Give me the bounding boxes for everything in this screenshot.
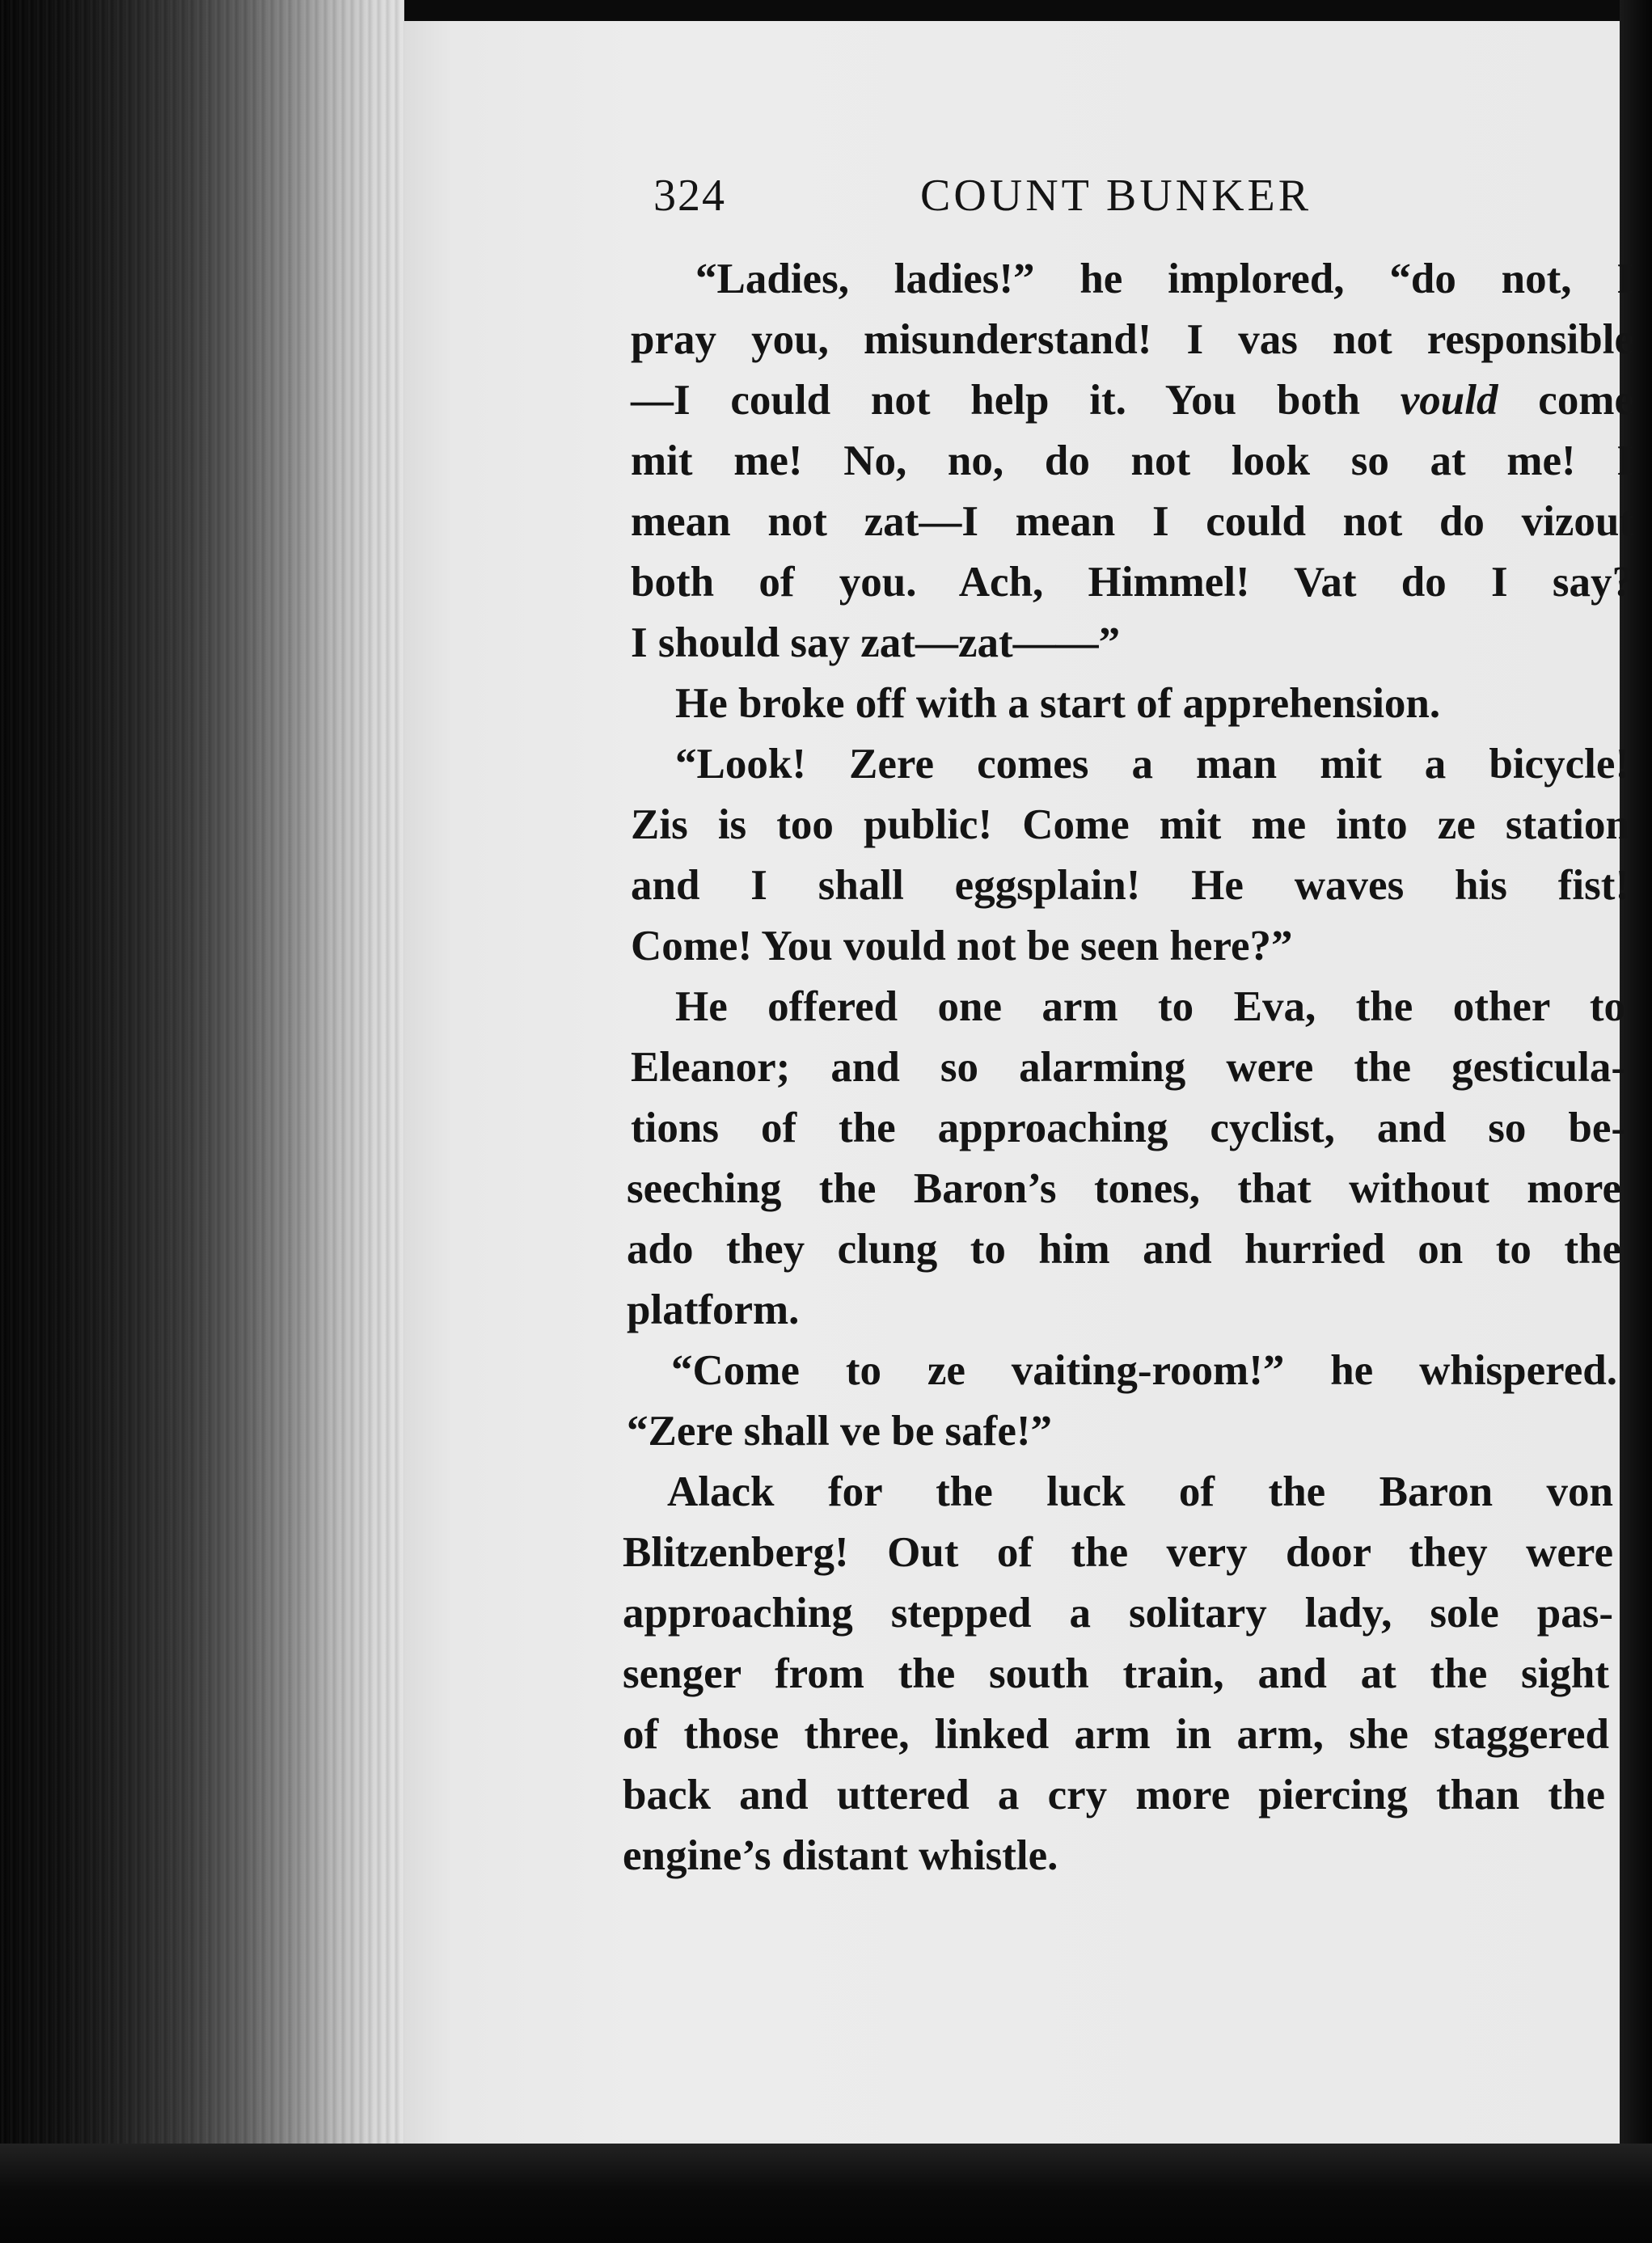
text-line: “Look! Zere comes a man mit a bicycle! — [675, 741, 1629, 788]
running-head — [631, 162, 1637, 234]
text-line: and I shall eggsplain! He waves his fist! — [631, 862, 1629, 909]
text-line: Come! You vould not be seen here?” — [631, 923, 1293, 969]
book-gutter — [0, 0, 404, 2243]
page-number: 324 — [653, 171, 726, 221]
text-line: —I could not help it. You both vould come — [631, 377, 1633, 424]
text-line: both of you. Ach, Himmel! Vat do I say? — [631, 559, 1633, 606]
text-line: He broke off with a start of apprehension. — [675, 680, 1441, 727]
text-line: He offered one arm to Eva, the other to — [675, 983, 1625, 1030]
text-line: ado they clung to him and hurried on to the — [627, 1226, 1621, 1273]
text-line: mean not zat—I mean I could not do vizout — [631, 498, 1633, 545]
text-line: approaching stepped a solitary lady, sole pas- — [623, 1590, 1613, 1637]
text-line: mit me! No, no, do not look so at me! I — [631, 437, 1633, 484]
text-line: Alack for the luck of the Baron von — [667, 1468, 1613, 1515]
book-title: COUNT BUNKER — [920, 171, 1312, 221]
text-line: pray you, misunderstand! I vas not responsible — [631, 316, 1633, 363]
text-line: “Ladies, ladies!” he implored, “do not, I — [695, 256, 1633, 302]
page-text-block — [623, 162, 1637, 1879]
text-line: seeching the Baron’s tones, that without more — [627, 1165, 1621, 1212]
text-line: Blitzenberg! Out of the very door they were — [623, 1529, 1613, 1576]
text-line: senger from the south train, and at the sight — [623, 1650, 1609, 1697]
text-line: of those three, linked arm in arm, she staggered — [623, 1711, 1609, 1758]
text-line: “Zere shall ve be safe!” — [627, 1408, 1052, 1455]
text-line: engine’s distant whistle. — [623, 1832, 1058, 1879]
text-line: Eleanor; and so alarming were the gesticula- — [631, 1044, 1625, 1091]
text-line: tions of the approaching cyclist, and so be- — [631, 1105, 1625, 1151]
text-line: Zis is too public! Come mit me into ze station — [631, 801, 1629, 848]
text-line: back and uttered a cry more piercing than the — [623, 1772, 1605, 1818]
text-line: “Come to ze vaiting-room!” he whispered. — [671, 1347, 1617, 1394]
text-line: platform. — [627, 1286, 800, 1333]
text-line: I should say zat—zat——” — [631, 619, 1121, 666]
scan-bottom-band — [0, 2144, 1652, 2243]
italic-word: vould — [1400, 377, 1498, 424]
